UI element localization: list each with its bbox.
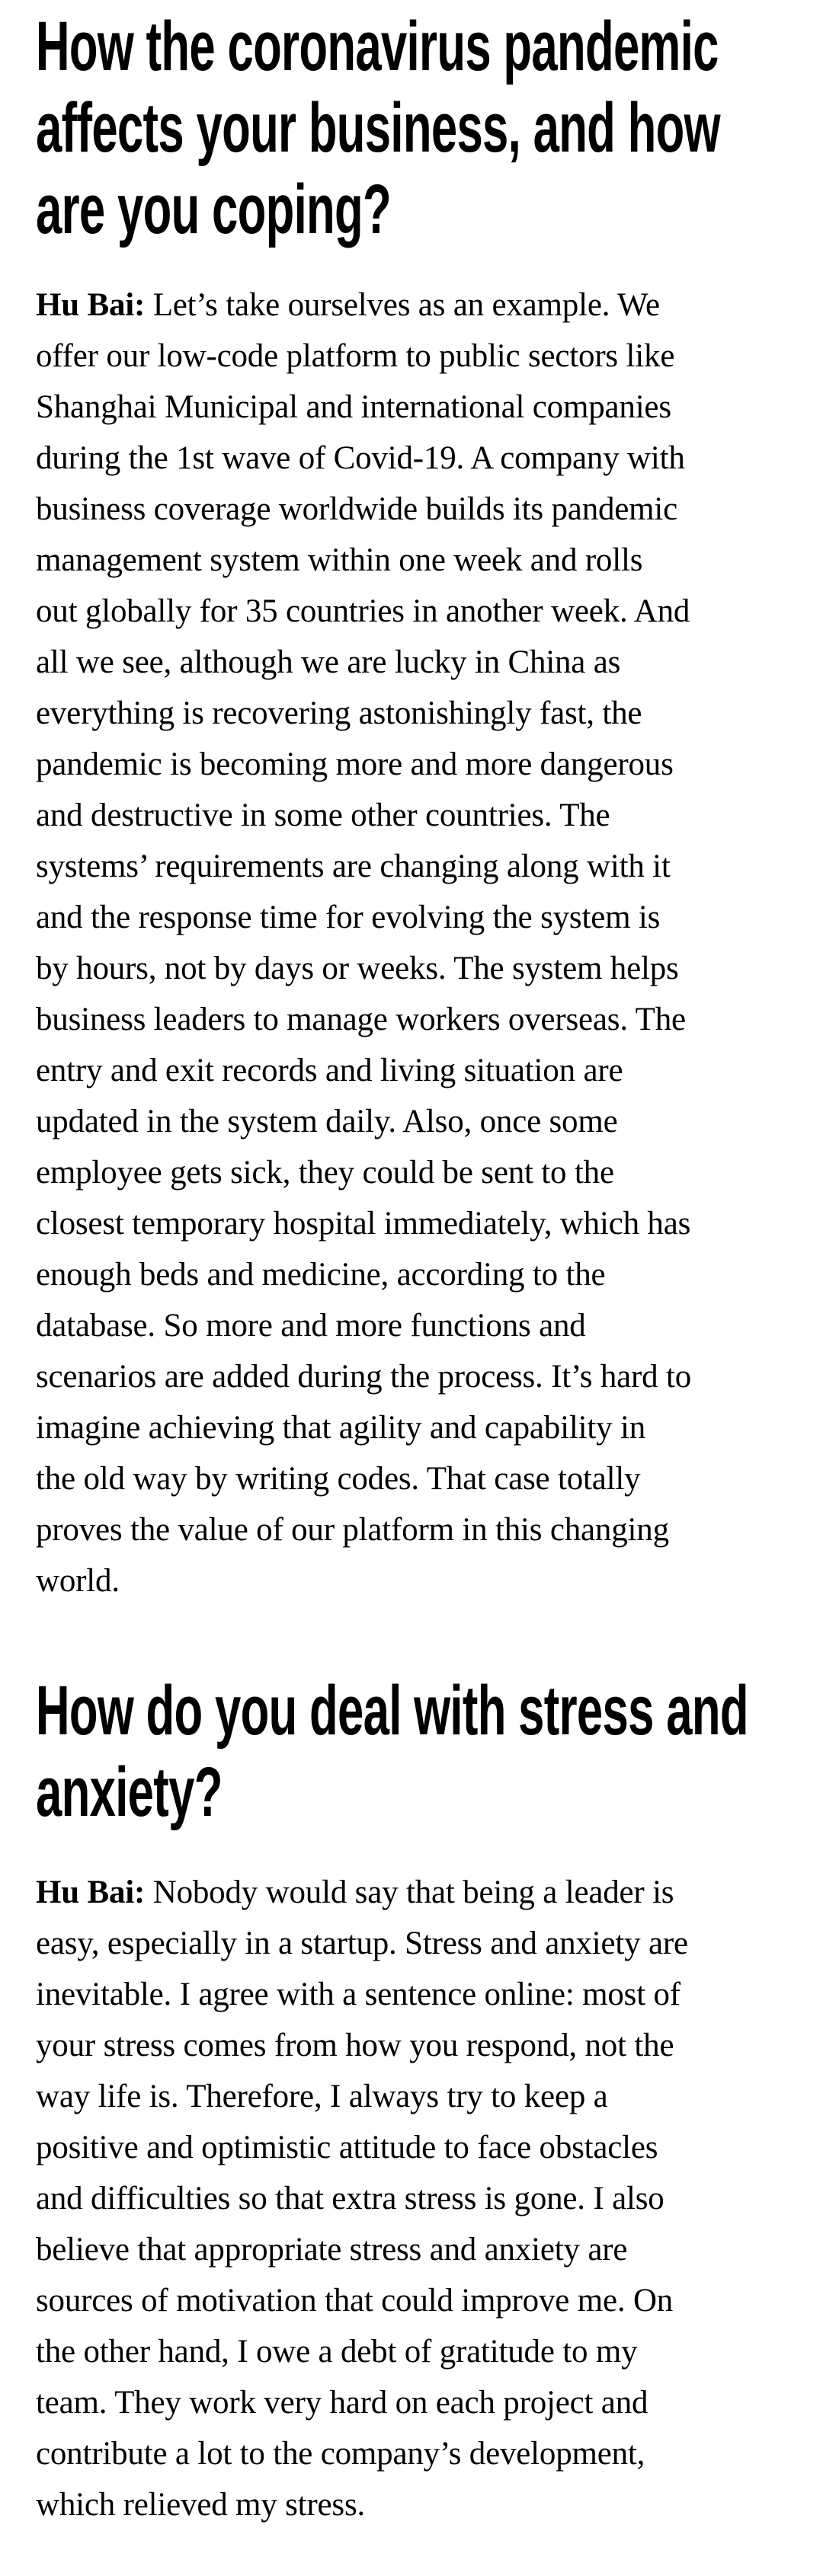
heading-line: affects your business, and how — [36, 89, 720, 167]
text-line — [36, 1867, 787, 1918]
text-line: closest temporary hospital immediately, which has — [36, 1206, 691, 1242]
speaker-name: Hu Bai: — [36, 1874, 146, 1910]
text-line: by hours, not by days or weeks. The system helps — [36, 951, 679, 986]
answer-paragraph-2 — [36, 1867, 787, 2530]
text-line: which relieved my stress. — [36, 2487, 366, 2523]
heading-line: How do you deal with stress and — [36, 1672, 748, 1750]
text-line: your stress comes from how you respond, not the — [36, 2028, 674, 2063]
text-line: offer our low-code platform to public sectors like — [36, 338, 675, 374]
text-line: pandemic is becoming more and more dangerous — [36, 746, 674, 782]
text-line: during the 1st wave of Covid-19. A company with — [36, 440, 685, 476]
text-line: and difficulties so that extra stress is gone. I also — [36, 2181, 664, 2216]
text-line: world. — [36, 1563, 120, 1599]
text-line: business coverage worldwide builds its pandemic — [36, 491, 678, 527]
question-heading-1 — [36, 6, 787, 251]
text-line: imagine achieving that agility and capability in — [36, 1410, 645, 1446]
text-line: systems’ requirements are changing along with it — [36, 849, 671, 884]
text-line — [36, 280, 787, 331]
text-line: scenarios are added during the process. It’s hard to — [36, 1359, 692, 1395]
text-line: database. So more and more functions and — [36, 1308, 586, 1344]
text-line: out globally for 35 countries in another week. And — [36, 593, 690, 629]
text-line-content: Let’s take ourselves as an example. We — [145, 287, 660, 323]
heading-line: How the coronavirus pandemic — [36, 8, 719, 85]
answer-paragraph-1 — [36, 280, 787, 1606]
text-line: enough beds and medicine, according to the — [36, 1257, 606, 1293]
text-line: management system within one week and rolls — [36, 542, 643, 578]
text-line: way life is. Therefore, I always try to keep a — [36, 2079, 608, 2114]
text-line-content: Nobody would say that being a leader is — [145, 1874, 674, 1910]
text-line: sources of motivation that could improve me. On — [36, 2283, 674, 2319]
text-line: updated in the system daily. Also, once some — [36, 1104, 618, 1139]
text-line: the other hand, I owe a debt of gratitude to my — [36, 2334, 638, 2370]
text-line: positive and optimistic attitude to face obstacles — [36, 2130, 658, 2165]
text-line: entry and exit records and living situation are — [36, 1053, 623, 1088]
text-line: easy, especially in a startup. Stress and anxiety are — [36, 1926, 688, 1961]
text-line: employee gets sick, they could be sent to the — [36, 1155, 614, 1191]
heading-line: anxiety? — [36, 1753, 223, 1831]
text-line: business leaders to manage workers overseas. The — [36, 1002, 686, 1037]
question-heading-2 — [36, 1670, 787, 1833]
text-line: the old way by writing codes. That case totally — [36, 1461, 641, 1497]
text-line: and the response time for evolving the system is — [36, 900, 661, 935]
heading-line: are you coping? — [36, 171, 392, 248]
text-line: believe that appropriate stress and anxiety are — [36, 2232, 628, 2268]
text-line: and destructive in some other countries. The — [36, 797, 610, 833]
speaker-name: Hu Bai: — [36, 287, 146, 323]
text-line: inevitable. I agree with a sentence online: most of — [36, 1977, 680, 2012]
text-line: proves the value of our platform in this changing — [36, 1512, 669, 1548]
text-line: all we see, although we are lucky in China as — [36, 644, 621, 680]
text-line: Shanghai Municipal and international companies — [36, 389, 671, 425]
text-line: team. They work very hard on each project and — [36, 2385, 648, 2421]
text-line: everything is recovering astonishingly fast, the — [36, 695, 642, 731]
text-line: contribute a lot to the company’s development, — [36, 2436, 645, 2472]
